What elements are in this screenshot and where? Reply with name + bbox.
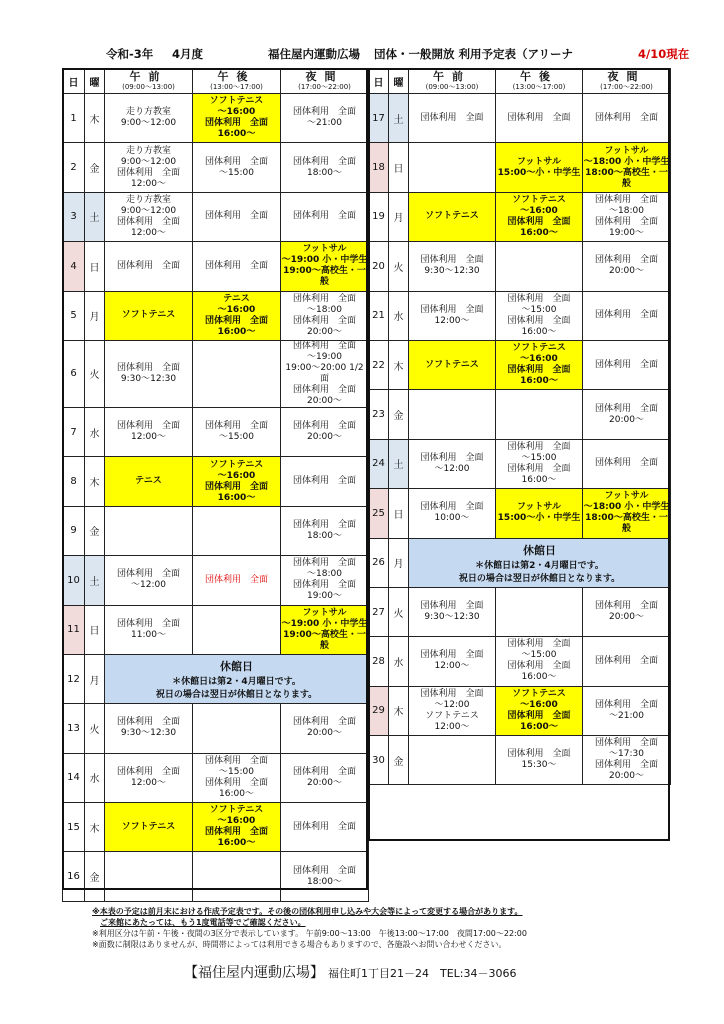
schedule-table-right	[368, 68, 671, 785]
night-slot: 団体利用 全面 18:00～	[281, 852, 369, 901]
afternoon-slot: 団体利用 全面 ～15:00	[193, 143, 281, 192]
night-slot: 団体利用 全面 20:00～	[281, 753, 369, 802]
footer	[184, 962, 517, 982]
night-slot: 団体利用 全面 ～18:00 団体利用 全面 20:00～	[281, 291, 369, 340]
night-slot: 団体利用 全面	[281, 803, 369, 852]
day-row	[369, 637, 671, 686]
morning-slot: 走り方教室 9:00～12:00	[105, 94, 193, 143]
day-number: 26	[369, 538, 389, 587]
note-schedule: ※本表の予定は前月末における作成予定表です。その後の団体利用申し込みや大会等によって変更する場合があります。	[92, 907, 523, 916]
closed-line-2: 祝日の場合は翌日が休館日となります。	[458, 573, 621, 584]
afternoon-slot: 団体利用 全面	[496, 94, 583, 143]
day-row	[369, 390, 671, 439]
morning-slot: 走り方教室 9:00～12:00 団体利用 全面 12:00～	[105, 192, 193, 241]
note-court-limits: ※面数に制限はありませんが、時間帯によっては利用できる場合もありますので、各施設へお問い合わせください。	[92, 940, 507, 949]
weekday: 火	[389, 242, 409, 291]
schedule-title: 団体・一般開放 利用予定表（アリーナ	[374, 47, 574, 61]
day-number: 12	[63, 654, 85, 703]
night-slot: フットサル ～18:00 小・中学生 18:00～高校生・一般	[583, 143, 671, 192]
weekday: 木	[85, 803, 105, 852]
morning-slot: 団体利用 全面 ～12:00	[105, 556, 193, 605]
day-number: 15	[63, 803, 85, 852]
day-number: 9	[63, 506, 85, 555]
day-row	[63, 605, 369, 654]
day-number: 22	[369, 340, 389, 389]
header-afternoon: 午後 (13:00～17:00)	[193, 69, 281, 94]
day-row	[369, 489, 671, 538]
day-number: 25	[369, 489, 389, 538]
night-slot: 団体利用 全面	[583, 340, 671, 389]
night-slot: 団体利用 全面 20:00～	[281, 407, 369, 456]
weekday: 水	[389, 291, 409, 340]
night-slot: 団体利用 全面 20:00～	[583, 242, 671, 291]
morning-slot: ソフトテニス	[105, 803, 193, 852]
day-row	[63, 704, 369, 753]
morning-slot: 団体利用 全面 9:30～12:30	[105, 340, 193, 407]
night-slot: 団体利用 全面	[583, 94, 671, 143]
era-label: 令和-3年	[106, 47, 154, 61]
header-morning: 午前 (09:00～13:00)	[105, 69, 193, 94]
morning-slot: 団体利用 全面 9:30～12:30	[409, 587, 496, 636]
morning-slot: 団体利用 全面 ～12:00	[409, 439, 496, 488]
night-slot: 団体利用 全面 ～21:00	[281, 94, 369, 143]
weekday: 金	[389, 390, 409, 439]
header-day: 日	[369, 69, 389, 94]
header-afternoon: 午後 (13:00～17:00)	[496, 69, 583, 94]
afternoon-slot: ソフトテニス ～16:00 団体利用 全面 16:00～	[193, 94, 281, 143]
afternoon-slot	[193, 340, 281, 407]
day-row	[63, 340, 369, 407]
day-row	[369, 587, 671, 636]
month-label: 4月度	[172, 47, 204, 61]
closed-line-2: 祝日の場合は翌日が休館日となります。	[155, 690, 318, 701]
as-of-date: 4/10現在	[638, 47, 690, 61]
morning-slot: 団体利用 全面	[409, 94, 496, 143]
day-row	[369, 242, 671, 291]
day-row	[369, 192, 671, 241]
weekday: 火	[85, 704, 105, 753]
night-slot: 団体利用 全面 18:00～	[281, 506, 369, 555]
weekday: 日	[389, 489, 409, 538]
closed-title: 休館日	[220, 660, 253, 674]
weekday: 金	[389, 736, 409, 785]
night-slot: 団体利用 全面 20:00～	[583, 390, 671, 439]
afternoon-slot: 団体利用 全面 15:30～	[496, 736, 583, 785]
day-number: 10	[63, 556, 85, 605]
morning-slot: 団体利用 全面 12:00～	[409, 291, 496, 340]
weekday: 金	[85, 506, 105, 555]
day-number: 4	[63, 242, 85, 291]
morning-slot: 団体利用 全面 ～12:00 ソフトテニス 12:00～	[409, 686, 496, 735]
closed-notice	[105, 654, 369, 703]
weekday: 水	[85, 753, 105, 802]
day-number: 24	[369, 439, 389, 488]
day-row	[369, 143, 671, 192]
weekday: 火	[85, 340, 105, 407]
day-row	[369, 736, 671, 785]
night-slot: 団体利用 全面 18:00～	[281, 143, 369, 192]
night-slot: 団体利用 全面	[281, 457, 369, 506]
day-row	[369, 291, 671, 340]
morning-slot: 団体利用 全面 9:30～12:30	[105, 704, 193, 753]
afternoon-slot: ソフトテニス ～16:00 団体利用 全面 16:00～	[496, 192, 583, 241]
morning-slot	[105, 852, 193, 901]
night-slot: フットサル ～19:00 小・中学生 19:00～高校生・一般	[281, 605, 369, 654]
weekday: 日	[85, 242, 105, 291]
morning-slot	[409, 390, 496, 439]
night-slot: 団体利用 全面 20:00～	[281, 704, 369, 753]
morning-slot: 団体利用 全面 11:00～	[105, 605, 193, 654]
night-slot: 団体利用 全面 ～18:00 団体利用 全面 19:00～	[281, 556, 369, 605]
weekday: 月	[389, 192, 409, 241]
morning-slot: 団体利用 全面 12:00～	[105, 407, 193, 456]
day-number: 23	[369, 390, 389, 439]
day-row	[63, 556, 369, 605]
afternoon-slot: ソフトテニス ～16:00 団体利用 全面 16:00～	[496, 686, 583, 735]
afternoon-slot: ソフトテニス ～16:00 団体利用 全面 16:00～	[496, 340, 583, 389]
day-number: 28	[369, 637, 389, 686]
morning-slot: 団体利用 全面 12:00～	[409, 637, 496, 686]
day-number: 19	[369, 192, 389, 241]
weekday: 木	[85, 94, 105, 143]
schedule-table-left	[62, 68, 369, 902]
day-number: 11	[63, 605, 85, 654]
day-row	[369, 686, 671, 735]
closed-line-1: ＊休館日は第2・4月曜日です。	[172, 677, 301, 688]
title-row	[62, 44, 702, 64]
morning-slot: 走り方教室 9:00～12:00 団体利用 全面 12:00～	[105, 143, 193, 192]
day-row	[63, 242, 369, 291]
day-number: 6	[63, 340, 85, 407]
afternoon-slot: 団体利用 全面 ～15:00 団体利用 全面 16:00～	[193, 753, 281, 802]
afternoon-slot: 団体利用 全面 ～15:00 団体利用 全面 16:00～	[496, 291, 583, 340]
weekday: 木	[85, 457, 105, 506]
note-time-divisions: ※利用区分は午前・午後・夜間の3区分で表示しています。 午前9:00～13:00 午後13:00～17:00 夜間17:00～22:00	[92, 929, 527, 938]
afternoon-slot: ソフトテニス ～16:00 団体利用 全面 16:00～	[193, 803, 281, 852]
closed-title: 休館日	[523, 543, 556, 557]
afternoon-slot: 団体利用 全面 ～15:00	[193, 407, 281, 456]
night-slot: 団体利用 全面 ～21:00	[583, 686, 671, 735]
night-slot: 団体利用 全面 ～19:00 19:00～20:00 1/2面 団体利用 全面 20:00～	[281, 340, 369, 407]
afternoon-slot	[193, 605, 281, 654]
afternoon-slot: 団体利用 全面 ～15:00 団体利用 全面 16:00～	[496, 439, 583, 488]
afternoon-slot: フットサル 15:00～小・中学生	[496, 143, 583, 192]
weekday: 木	[389, 340, 409, 389]
day-number: 27	[369, 587, 389, 636]
morning-slot	[105, 506, 193, 555]
day-number: 17	[369, 94, 389, 143]
afternoon-slot: 団体利用 全面 ～15:00 団体利用 全面 16:00～	[496, 637, 583, 686]
afternoon-slot	[496, 587, 583, 636]
day-row	[63, 407, 369, 456]
header-night: 夜間 (17:00～22:00)	[583, 69, 671, 94]
morning-slot: ソフトテニス	[409, 192, 496, 241]
day-number: 3	[63, 192, 85, 241]
closed-notice	[409, 538, 671, 587]
weekday: 月	[85, 291, 105, 340]
closed-line-1: ＊休館日は第2・4月曜日です。	[475, 560, 604, 571]
weekday: 水	[85, 407, 105, 456]
day-number: 18	[369, 143, 389, 192]
day-row	[63, 654, 369, 703]
note-confirm: ご来館にあたっては、もう1度電話等でご確認ください。	[100, 918, 306, 927]
footer-facility-name: 【福住屋内運動広場】	[184, 965, 324, 981]
weekday: 水	[389, 637, 409, 686]
morning-slot: 団体利用 全面 9:30～12:30	[409, 242, 496, 291]
afternoon-slot	[193, 852, 281, 901]
day-number: 16	[63, 852, 85, 901]
day-row	[63, 94, 369, 143]
day-number: 20	[369, 242, 389, 291]
afternoon-slot: 団体利用 全面	[193, 192, 281, 241]
header-night: 夜間 (17:00～22:00)	[281, 69, 369, 94]
weekday: 月	[389, 538, 409, 587]
day-number: 1	[63, 94, 85, 143]
day-row	[63, 291, 369, 340]
day-number: 8	[63, 457, 85, 506]
weekday: 日	[389, 143, 409, 192]
day-number: 14	[63, 753, 85, 802]
night-slot: フットサル ～19:00 小・中学生 19:00～高校生・一般	[281, 242, 369, 291]
weekday: 木	[389, 686, 409, 735]
afternoon-slot: フットサル 15:00～小・中学生	[496, 489, 583, 538]
afternoon-slot	[496, 242, 583, 291]
night-slot: 団体利用 全面	[583, 439, 671, 488]
footer-address: 福住町1丁目21－24 TEL:34－3066	[328, 967, 517, 980]
night-slot: 団体利用 全面 20:00～	[583, 587, 671, 636]
day-number: 13	[63, 704, 85, 753]
day-number: 5	[63, 291, 85, 340]
header-day: 日	[63, 69, 85, 94]
weekday: 金	[85, 143, 105, 192]
night-slot: 団体利用 全面	[583, 291, 671, 340]
weekday: 土	[389, 439, 409, 488]
weekday: 金	[85, 852, 105, 901]
afternoon-slot	[496, 390, 583, 439]
night-slot: フットサル ～18:00 小・中学生 18:00～高校生・一般	[583, 489, 671, 538]
weekday: 土	[85, 556, 105, 605]
night-slot: 団体利用 全面	[583, 637, 671, 686]
afternoon-slot	[193, 506, 281, 555]
weekday: 土	[389, 94, 409, 143]
weekday: 土	[85, 192, 105, 241]
afternoon-slot: 団体利用 全面	[193, 556, 281, 605]
day-row	[63, 803, 369, 852]
notes-block	[92, 906, 692, 950]
afternoon-slot: テニス ～16:00 団体利用 全面 16:00～	[193, 291, 281, 340]
header-morning: 午前 (09:00～13:00)	[409, 69, 496, 94]
morning-slot	[409, 143, 496, 192]
day-row	[369, 94, 671, 143]
weekday: 日	[85, 605, 105, 654]
morning-slot: 団体利用 全面 10:00～	[409, 489, 496, 538]
morning-slot: ソフトテニス	[409, 340, 496, 389]
day-row	[63, 753, 369, 802]
night-slot: 団体利用 全面 ～18:00 団体利用 全面 19:00～	[583, 192, 671, 241]
day-row	[63, 852, 369, 901]
day-row	[369, 439, 671, 488]
day-row	[63, 192, 369, 241]
day-number: 2	[63, 143, 85, 192]
afternoon-slot: 団体利用 全面	[193, 242, 281, 291]
day-row	[63, 143, 369, 192]
day-row	[63, 457, 369, 506]
header-weekday: 曜	[389, 69, 409, 94]
day-number: 21	[369, 291, 389, 340]
day-number: 29	[369, 686, 389, 735]
morning-slot: 団体利用 全面	[105, 242, 193, 291]
night-slot: 団体利用 全面	[281, 192, 369, 241]
afternoon-slot	[193, 704, 281, 753]
morning-slot: テニス	[105, 457, 193, 506]
header-weekday: 曜	[85, 69, 105, 94]
day-number: 7	[63, 407, 85, 456]
weekday: 火	[389, 587, 409, 636]
day-number: 30	[369, 736, 389, 785]
morning-slot: ソフトテニス	[105, 291, 193, 340]
facility-label: 福住屋内運動広場	[268, 47, 360, 61]
afternoon-slot: ソフトテニス ～16:00 団体利用 全面 16:00～	[193, 457, 281, 506]
morning-slot	[409, 736, 496, 785]
night-slot: 団体利用 全面 ～17:30 団体利用 全面 20:00～	[583, 736, 671, 785]
morning-slot: 団体利用 全面 12:00～	[105, 753, 193, 802]
day-row	[369, 538, 671, 587]
day-row	[369, 340, 671, 389]
day-row	[63, 506, 369, 555]
weekday: 月	[85, 654, 105, 703]
